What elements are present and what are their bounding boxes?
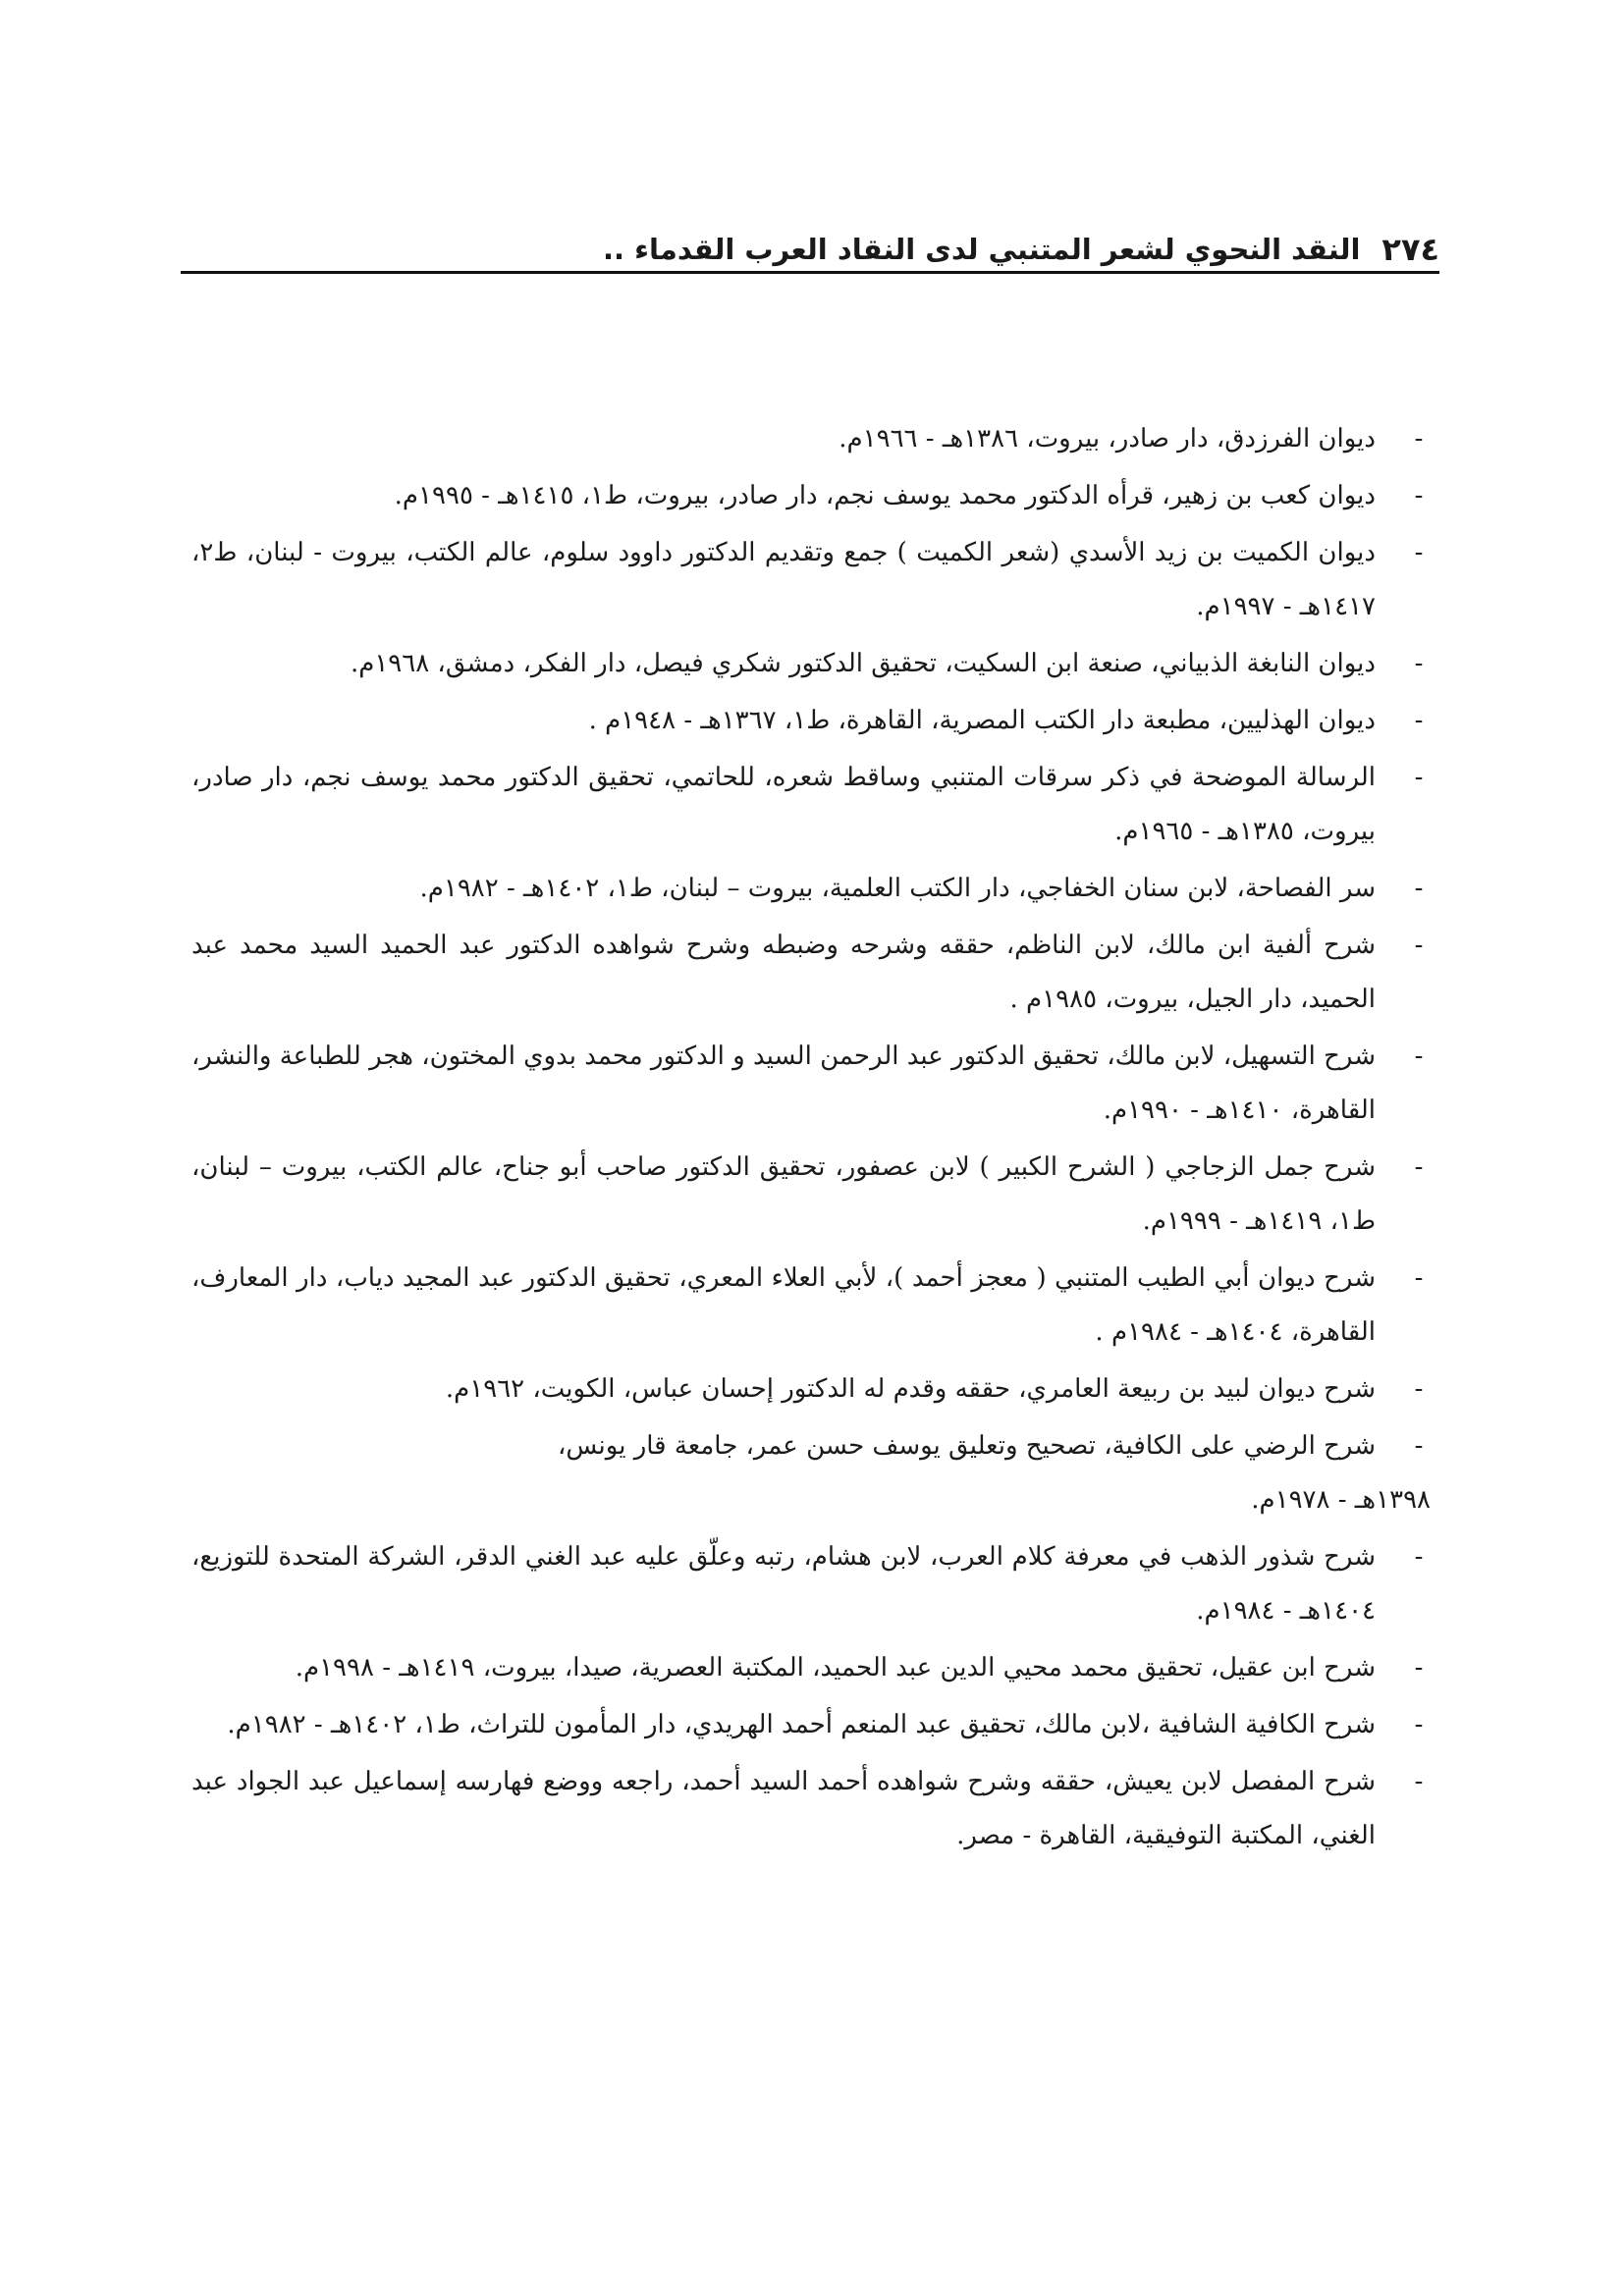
entry-text: الرسالة الموضحة في ذكر سرقات المتنبي وساقط شعره، للحاتمي، تحقيق الدكتور محمد يوسف نجم، دار صادر، بيروت، ١٣٨٥هـ - ١٩٦٥م. <box>191 763 1376 846</box>
entry-text: شرح المفصل لابن يعيش، حققه وشرح شواهده أحمد السيد أحمد، راجعه ووضع فهارسه إسماعيل عبد الجواد عبد الغني، المكتبة التوفيقية، القاهرة - مصر. <box>191 1767 1376 1850</box>
entry-text: شرح الكافية الشافية ،لابن مالك، تحقيق عبد المنعم أحمد الهريدي، دار المأمون للتراث، ط١، ١٤٠٢هـ - ١٩٨٢م. <box>227 1710 1376 1739</box>
bibliography-entry <box>191 1252 1431 1360</box>
entry-text: شرح الرضي على الكافية، تصحيح وتعليق يوسف حسن عمر، جامعة قار يونس، <box>557 1431 1376 1461</box>
entry-text: شرح ديوان أبي الطيب المتنبي ( معجز أحمد )، لأبي العلاء المعري، تحقيق الدكتور عبد المجيد دياب، دار المعارف، القاهرة، ١٤٠٤هـ - ١٩٨٤م . <box>191 1263 1376 1347</box>
entry-text: شرح ابن عقيل، تحقيق محمد محيي الدين عبد الحميد، المكتبة العصرية، صيدا، بيروت، ١٤١٩هـ - ١٩٩٨م. <box>295 1653 1376 1682</box>
entry-dash: - <box>1414 874 1424 903</box>
entry-dash: - <box>1414 1767 1424 1796</box>
bibliography-entry <box>191 1698 1431 1752</box>
entry-dash: - <box>1414 706 1424 735</box>
bibliography-entry <box>191 919 1431 1027</box>
bibliography-entry <box>191 1030 1431 1138</box>
bibliography-entry <box>191 412 1431 466</box>
bibliography-entry <box>191 694 1431 748</box>
entry-text: سر الفصاحة، لابن سنان الخفاجي، دار الكتب العلمية، بيروت – لبنان، ط١، ١٤٠٢هـ - ١٩٨٢م. <box>419 874 1376 903</box>
entry-dash: - <box>1414 649 1424 678</box>
running-header-title: النقد النحوي لشعر المتنبي لدى النقاد العرب القدماء .. <box>603 233 1361 266</box>
header-rule <box>181 271 1439 274</box>
bibliography-entry <box>191 751 1431 859</box>
entry-dash: - <box>1414 1542 1424 1572</box>
bibliography-entry <box>191 862 1431 916</box>
entry-dash: - <box>1414 1653 1424 1682</box>
entry-dash: - <box>1414 1152 1424 1182</box>
bibliography-entry <box>191 526 1431 634</box>
entry-text: ديوان كعب بن زهير، قرأه الدكتور محمد يوسف نجم، دار صادر، بيروت، ط١، ١٤١٥هـ - ١٩٩٥م. <box>394 481 1376 510</box>
bibliography-list <box>191 412 1431 1866</box>
entry-dash: - <box>1414 538 1424 567</box>
entry-dash: - <box>1414 481 1424 510</box>
entry-text: شرح ديوان لبيد بن ربيعة العامري، حققه وقدم له الدكتور إحسان عباس، الكويت، ١٩٦٢م. <box>445 1374 1376 1404</box>
entry-dash: - <box>1414 1041 1424 1071</box>
page-number: ٢٧٤ <box>1381 231 1439 268</box>
bibliography-entry <box>191 1362 1431 1416</box>
entry-text: ديوان الكميت بن زيد الأسدي (شعر الكميت ) جمع وتقديم الدكتور داوود سلوم، عالم الكتب، بيروت - لبنان، ط٢، ١٤١٧هـ - ١٩٩٧م. <box>191 538 1376 621</box>
bibliography-entry <box>191 1641 1431 1695</box>
entry-dash: - <box>1414 1431 1424 1461</box>
bibliography-entry <box>191 1755 1431 1863</box>
running-header <box>181 218 1439 269</box>
entry-text: ديوان النابغة الذبياني، صنعة ابن السكيت، تحقيق الدكتور شكري فيصل، دار الفكر، دمشق، ١٩٦٨م. <box>350 649 1376 678</box>
bibliography-entry <box>191 1141 1431 1249</box>
entry-text: ديوان الفرزدق، دار صادر، بيروت، ١٣٨٦هـ - ١٩٦٦م. <box>839 424 1376 454</box>
entry-dash: - <box>1414 931 1424 960</box>
entry-dash: - <box>1414 763 1424 792</box>
entry-text-continuation: ١٣٩٨هـ - ١٩٧٨م. <box>1251 1485 1431 1515</box>
entry-text: شرح التسهيل، لابن مالك، تحقيق الدكتور عبد الرحمن السيد و الدكتور محمد بدوي المختون، هجر للطباعة والنشر، القاهرة، ١٤١٠هـ - ١٩٩٠م. <box>191 1041 1376 1125</box>
bibliography-entry <box>191 469 1431 523</box>
bibliography-entry <box>191 1419 1431 1527</box>
entry-text: شرح جمل الزجاجي ( الشرح الكبير ) لابن عصفور، تحقيق الدكتور صاحب أبو جناح، عالم الكتب، بيروت – لبنان، ط١، ١٤١٩هـ - ١٩٩٩م. <box>191 1152 1376 1236</box>
entry-dash: - <box>1414 1374 1424 1404</box>
entry-text: شرح ألفية ابن مالك، لابن الناظم، حققه وشرحه وضبطه وشرح شواهده الدكتور عبد الحميد السيد محمد عبد الحميد، دار الجيل، بيروت، ١٩٨٥م . <box>191 931 1376 1014</box>
entry-dash: - <box>1414 1263 1424 1293</box>
bibliography-entry <box>191 637 1431 691</box>
entry-dash: - <box>1414 1710 1424 1739</box>
entry-dash: - <box>1414 424 1424 454</box>
bibliography-entry <box>191 1530 1431 1638</box>
entry-text: ديوان الهذليين، مطبعة دار الكتب المصرية، القاهرة، ط١، ١٣٦٧هـ - ١٩٤٨م . <box>588 706 1376 735</box>
entry-text: شرح شذور الذهب في معرفة كلام العرب، لابن هشام، رتبه وعلّق عليه عبد الغني الدقر، الشركة المتحدة للتوزيع، ١٤٠٤هـ - ١٩٨٤م. <box>191 1542 1376 1626</box>
